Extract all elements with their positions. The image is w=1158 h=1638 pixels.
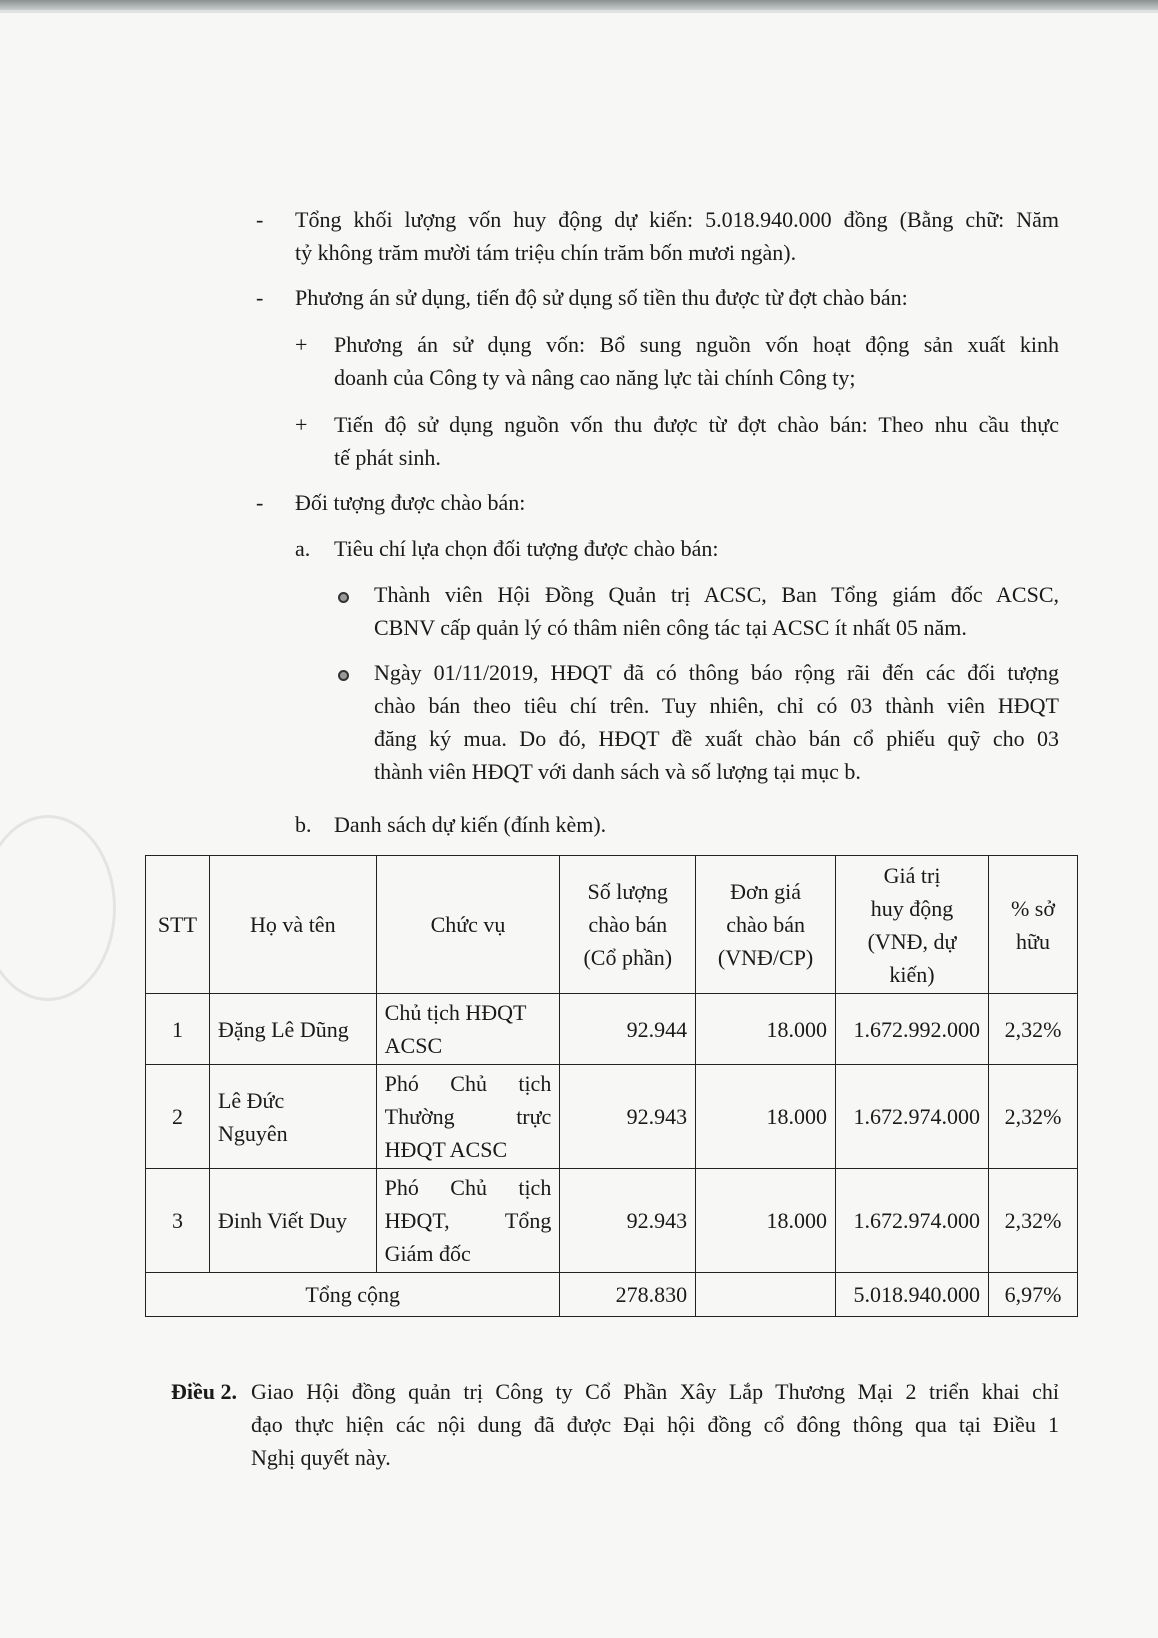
row-stt: 1 bbox=[146, 994, 210, 1065]
row-position: Phó Chủ tịch Thường trực HĐQT ACSC bbox=[376, 1065, 560, 1169]
usage-schedule-line-1: Tiến độ sử dụng nguồn vốn thu được từ đợt chào bán: Theo nhu cầu thực bbox=[334, 412, 1059, 437]
col-pct-header: % sở hữu bbox=[989, 856, 1078, 994]
offering-target-heading: Đối tượng được chào bán: bbox=[295, 490, 526, 515]
row-price: 18.000 bbox=[696, 1169, 836, 1273]
row-qty: 92.943 bbox=[560, 1169, 696, 1273]
total-pct: 6,97% bbox=[989, 1273, 1078, 1317]
total-price-empty bbox=[696, 1273, 836, 1317]
col-value-header: Giá trị huy động (VNĐ, dự kiến) bbox=[836, 856, 989, 994]
row-name: Đinh Viết Duy bbox=[209, 1169, 376, 1273]
col-qty-header: Số lượng chào bán (Cổ phần) bbox=[560, 856, 696, 994]
item-a-label: a. bbox=[295, 536, 311, 561]
row-pct: 2,32% bbox=[989, 994, 1078, 1065]
usage-schedule-line-2: tế phát sinh. bbox=[334, 445, 441, 470]
row-name: Lê Đức Nguyên bbox=[209, 1065, 376, 1169]
article-2-label: Điều 2. bbox=[171, 1379, 237, 1404]
usage-plan-line-2: doanh của Công ty và nâng cao năng lực tài chính Công ty; bbox=[334, 365, 856, 390]
usage-plan-heading: Phương án sử dụng, tiến độ sử dụng số tiền thu được từ đợt chào bán: bbox=[295, 285, 908, 310]
criteria-line-1: Thành viên Hội Đồng Quản trị ACSC, Ban Tổng giám đốc ACSC, bbox=[374, 582, 1059, 607]
total-value: 5.018.940.000 bbox=[836, 1273, 989, 1317]
total-label: Tổng cộng bbox=[146, 1273, 560, 1317]
announcement-line-3: đăng ký mua. Do đó, HĐQT đề xuất chào bán cổ phiếu quỹ cho 03 bbox=[374, 726, 1059, 751]
table-header-row bbox=[146, 856, 1078, 994]
row-price: 18.000 bbox=[696, 994, 836, 1065]
row-qty: 92.943 bbox=[560, 1065, 696, 1169]
table-row bbox=[146, 994, 1078, 1065]
col-name-header: Họ và tên bbox=[209, 856, 376, 994]
row-price: 18.000 bbox=[696, 1065, 836, 1169]
item-a-text: Tiêu chí lựa chọn đối tượng được chào bán: bbox=[334, 536, 719, 561]
col-stt-header: STT bbox=[146, 856, 210, 994]
item-b-text: Danh sách dự kiến (đính kèm). bbox=[334, 812, 607, 837]
row-stt: 3 bbox=[146, 1169, 210, 1273]
announcement-line-4: thành viên HĐQT với danh sách và số lượng tại mục b. bbox=[374, 759, 861, 784]
round-bullet-icon bbox=[338, 592, 349, 603]
row-pct: 2,32% bbox=[989, 1065, 1078, 1169]
announcement-line-2: chào bán theo tiêu chí trên. Tuy nhiên, chỉ có 03 thành viên HĐQT bbox=[374, 693, 1059, 718]
plus-marker: + bbox=[295, 332, 308, 357]
row-stt: 2 bbox=[146, 1065, 210, 1169]
row-pct: 2,32% bbox=[989, 1169, 1078, 1273]
row-position: Chủ tịch HĐQT ACSC bbox=[376, 994, 560, 1065]
col-position-header: Chức vụ bbox=[376, 856, 560, 994]
total-capital-line-1: Tổng khối lượng vốn huy động dự kiến: 5.018.940.000 đồng (Bằng chữ: Năm bbox=[295, 207, 1059, 232]
row-position: Phó Chủ tịch HĐQT, Tổng Giám đốc bbox=[376, 1169, 560, 1273]
criteria-line-2: CBNV cấp quản lý có thâm niên công tác tại ACSC ít nhất 05 năm. bbox=[374, 615, 967, 640]
row-value: 1.672.974.000 bbox=[836, 1169, 989, 1273]
article-2-line-1: Giao Hội đồng quản trị Công ty Cổ Phần Xây Lắp Thương Mại 2 triển khai chỉ bbox=[251, 1379, 1059, 1404]
dash-marker: - bbox=[256, 490, 264, 515]
dash-marker: - bbox=[256, 207, 264, 232]
item-b-label: b. bbox=[295, 812, 312, 837]
round-bullet-icon bbox=[338, 670, 349, 681]
article-2-line-2: đạo thực hiện các nội dung đã được Đại hội đồng cổ đông thông qua tại Điều 1 bbox=[251, 1412, 1059, 1437]
row-name: Đặng Lê Dũng bbox=[209, 994, 376, 1065]
table-row bbox=[146, 1169, 1078, 1273]
table-row bbox=[146, 1065, 1078, 1169]
total-capital-line-2: tỷ không trăm mười tám triệu chín trăm bốn mươi ngàn). bbox=[295, 240, 797, 265]
usage-plan-line-1: Phương án sử dụng vốn: Bổ sung nguồn vốn hoạt động sản xuất kinh bbox=[334, 332, 1059, 357]
faded-stamp bbox=[0, 815, 116, 1001]
dash-marker: - bbox=[256, 285, 264, 310]
plus-marker: + bbox=[295, 412, 308, 437]
row-value: 1.672.992.000 bbox=[836, 994, 989, 1065]
row-value: 1.672.974.000 bbox=[836, 1065, 989, 1169]
offering-list-table bbox=[145, 855, 1078, 1317]
row-qty: 92.944 bbox=[560, 994, 696, 1065]
table-total-row bbox=[146, 1273, 1078, 1317]
col-price-header: Đơn giá chào bán (VNĐ/CP) bbox=[696, 856, 836, 994]
announcement-line-1: Ngày 01/11/2019, HĐQT đã có thông báo rộng rãi đến các đối tượng bbox=[374, 660, 1059, 685]
article-2-line-3: Nghị quyết này. bbox=[251, 1445, 391, 1470]
total-qty: 278.830 bbox=[560, 1273, 696, 1317]
